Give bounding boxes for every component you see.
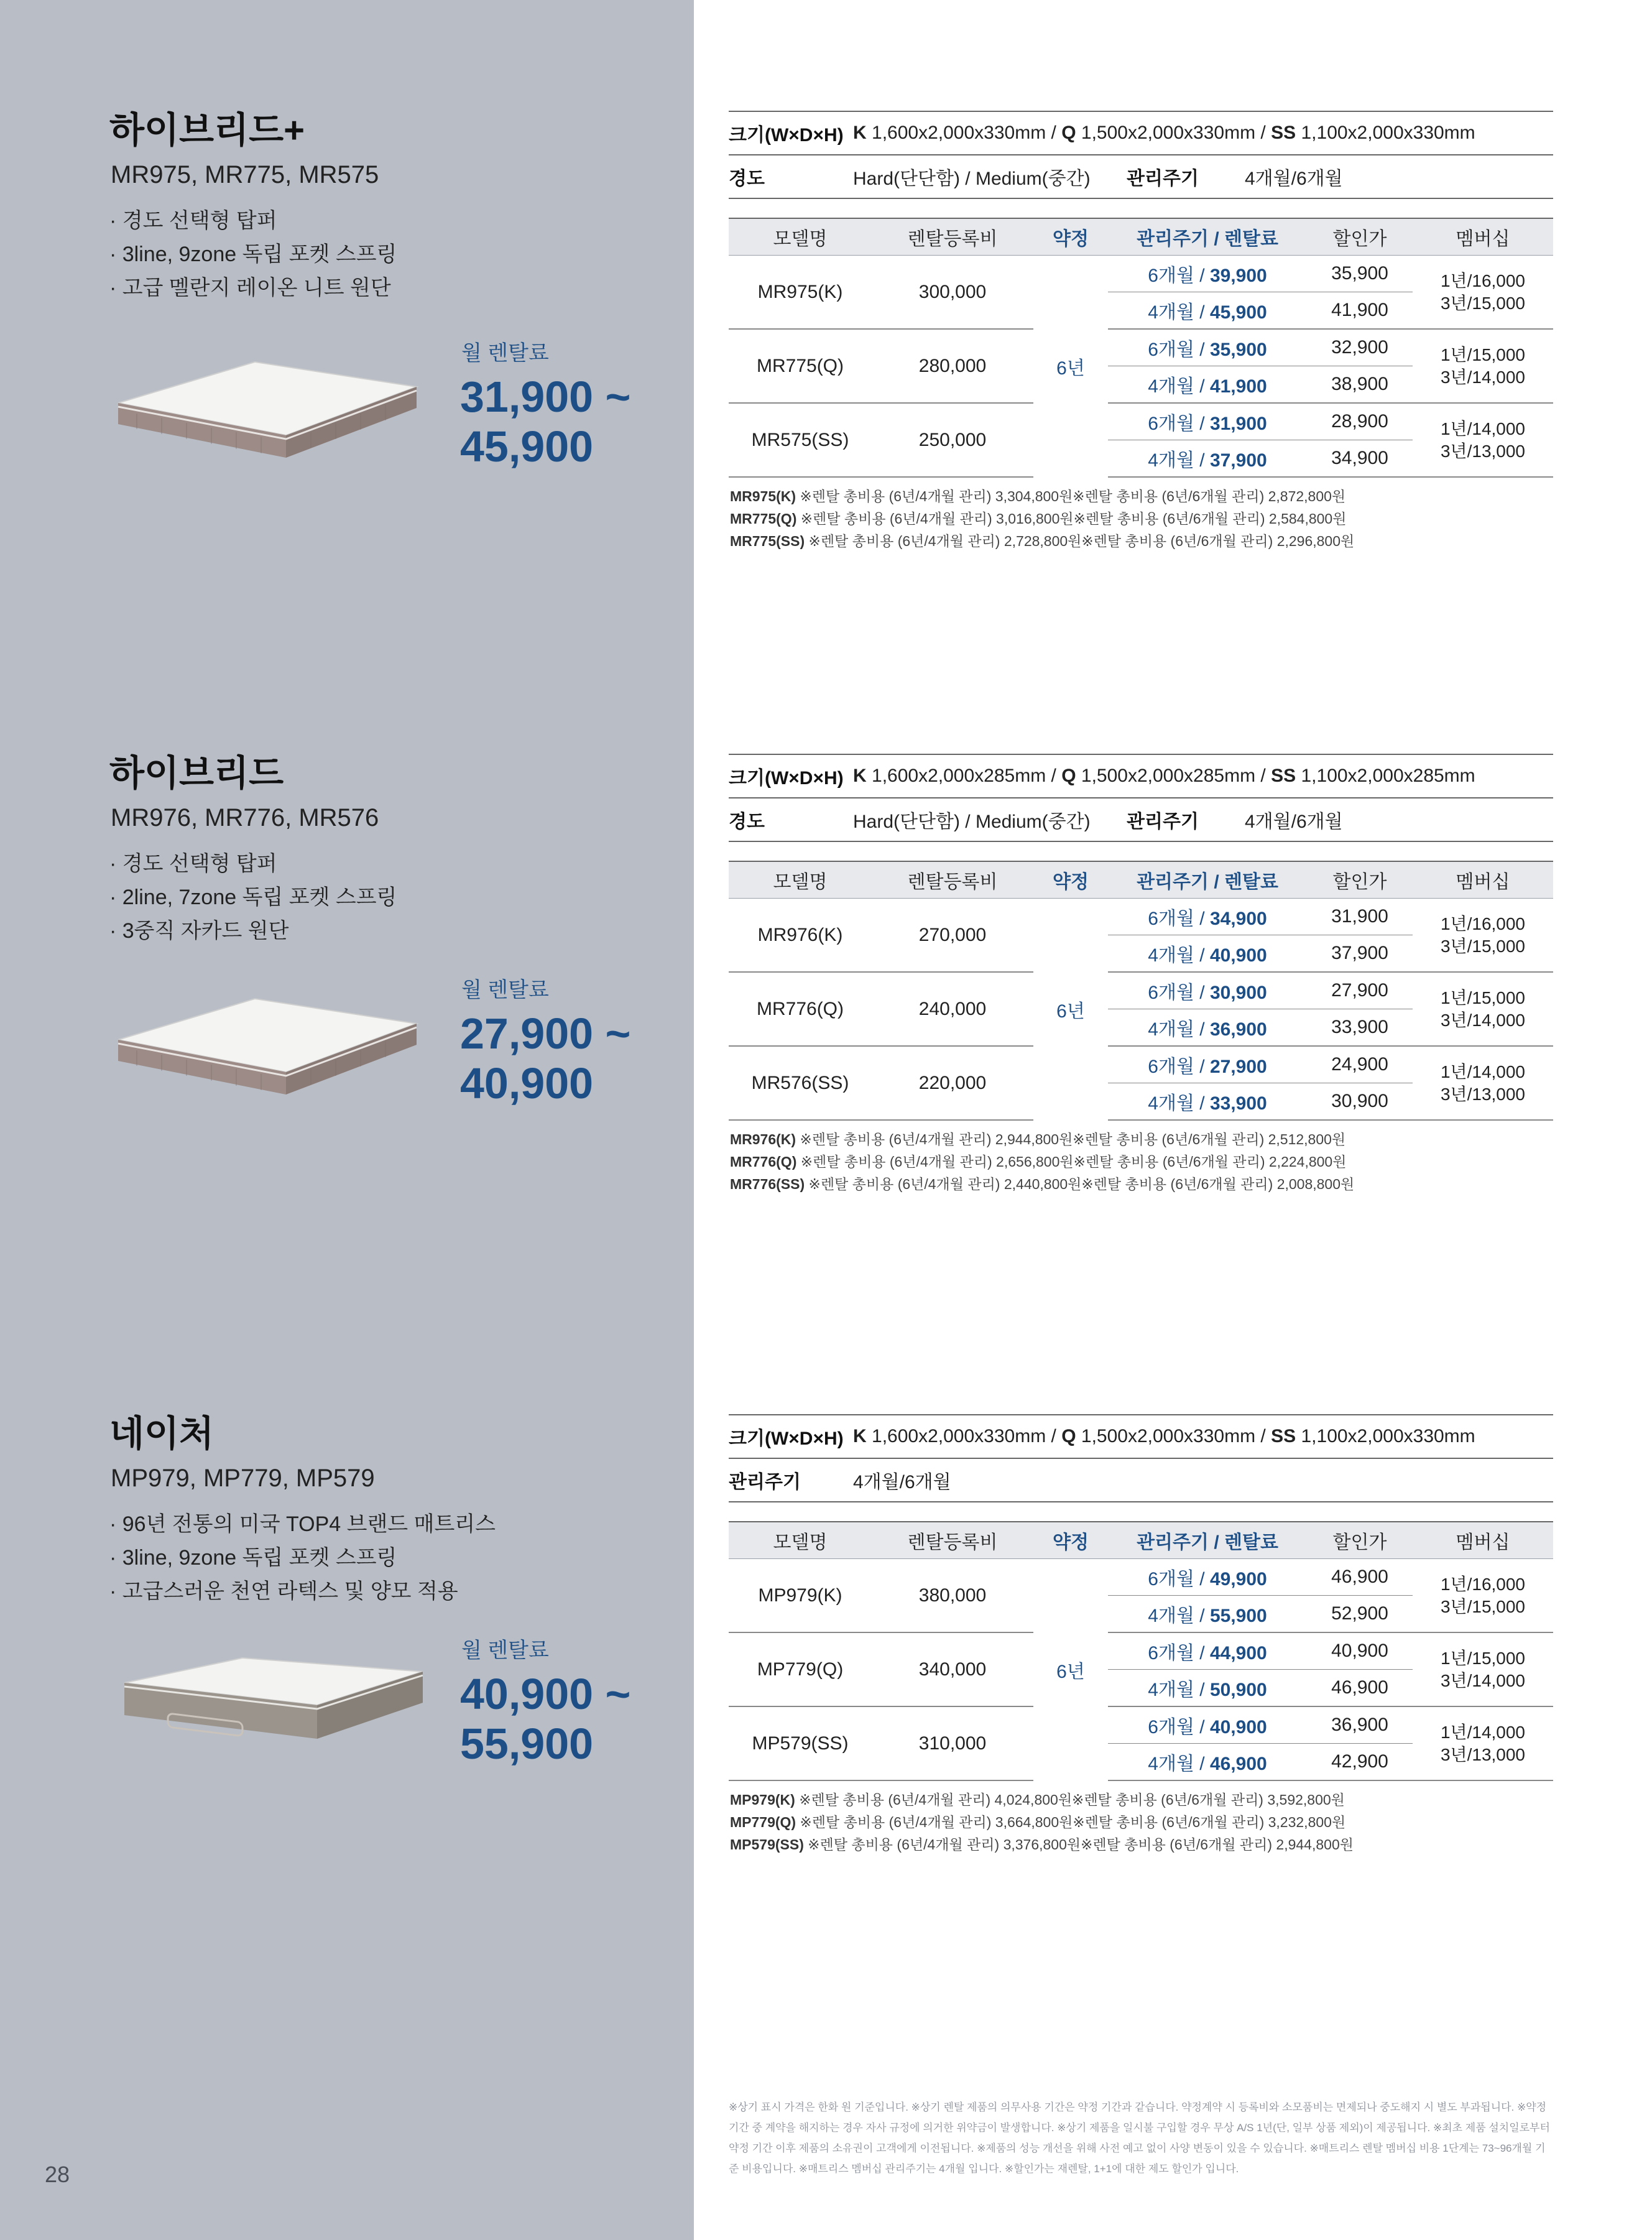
spec-cycle-row: [729, 1458, 1553, 1502]
table-row: [729, 256, 1553, 292]
header-discount: 할인가: [1307, 218, 1413, 256]
cycle-fee-cell: 4개월 / 37,900: [1108, 440, 1307, 478]
monthly-rental-label: 월 렌탈료: [461, 1639, 549, 1662]
feature-item: · 2line, 7zone 독립 포켓 스프링: [109, 886, 397, 909]
table-row: [729, 1632, 1553, 1670]
discount-cell: 33,900: [1307, 1009, 1413, 1047]
note-line: MR776(Q) ※렌탈 총비용 (6년/4개월 관리) 2,656,800원※렌탈 총비용 (6년/6개월 관리) 2,224,800원: [730, 1154, 1347, 1170]
cycle-fee-cell: 6개월 / 39,900: [1108, 256, 1307, 292]
discount-cell: 34,900: [1307, 440, 1413, 478]
mattress-image: [112, 1645, 435, 1764]
discount-cell: 30,900: [1307, 1083, 1413, 1121]
feature-list: [109, 204, 397, 305]
table-header-row: [729, 861, 1553, 899]
monthly-rental-label: 월 렌탈료: [461, 341, 549, 365]
model-cell: MR576(SS): [729, 1046, 872, 1120]
spec-size-row: [729, 754, 1553, 797]
header-model: 모델명: [729, 861, 872, 899]
cycle-fee-cell: 4개월 / 45,900: [1108, 292, 1307, 330]
membership-cell: 1년/16,000 3년/15,000: [1413, 256, 1553, 330]
membership-cell: 1년/15,000 3년/14,000: [1413, 1632, 1553, 1706]
price-to: 55,900: [460, 1719, 594, 1768]
table-header-row: [729, 218, 1553, 256]
spec-hardness-row: [729, 154, 1553, 199]
price-from: 31,900 ~: [460, 373, 631, 421]
spec-table: [729, 754, 1553, 842]
cycle-fee-cell: 4개월 / 55,900: [1108, 1596, 1307, 1633]
product-models: MP979, MP779, MP579: [111, 1465, 375, 1492]
spec-cycle-label: 관리주기: [1127, 812, 1199, 832]
term-cell: 6년: [1056, 1001, 1085, 1022]
feature-list: [109, 847, 397, 948]
rental-price-table: [729, 861, 1553, 1121]
product-section-hybrid-plus: [0, 106, 1652, 728]
discount-cell: 52,900: [1307, 1596, 1413, 1633]
header-membership: 멤버십: [1413, 1522, 1553, 1559]
header-discount: 할인가: [1307, 1522, 1413, 1559]
spec-hardness-label: 경도: [729, 812, 765, 832]
note-line: MR775(SS) ※렌탈 총비용 (6년/4개월 관리) 2,728,800원※렌탈 총비용 (6년/6개월 관리) 2,296,800원: [730, 533, 1355, 549]
monthly-rental-price: [460, 1009, 630, 1108]
feature-item: · 고급스러운 천연 라텍스 및 양모 적용: [109, 1580, 458, 1603]
model-cell: MR575(SS): [729, 403, 872, 477]
note-line: MP779(Q) ※렌탈 총비용 (6년/4개월 관리) 3,664,800원※렌탈 총비용 (6년/6개월 관리) 3,232,800원: [730, 1814, 1346, 1830]
table-row: [729, 329, 1553, 366]
table-row: [729, 972, 1553, 1009]
table-row: [729, 1046, 1553, 1083]
membership-cell: 1년/15,000 3년/14,000: [1413, 329, 1553, 403]
cycle-fee-cell: 4개월 / 33,900: [1108, 1083, 1307, 1121]
header-reg-fee: 렌탈등록비: [872, 218, 1033, 256]
discount-cell: 38,900: [1307, 366, 1413, 404]
price-to: 40,900: [460, 1059, 594, 1108]
mattress-image: [99, 985, 423, 1103]
product-title: 네이처: [109, 1414, 215, 1454]
feature-item: · 3line, 9zone 독립 포켓 스프링: [109, 1546, 397, 1570]
term-cell: 6년: [1056, 1662, 1085, 1682]
model-cell: MR975(K): [729, 256, 872, 330]
header-cycle-fee: 관리주기 / 렌탈료: [1108, 861, 1307, 899]
discount-cell: 46,900: [1307, 1670, 1413, 1707]
spec-size-label: 크기(W×D×H): [729, 1428, 844, 1449]
header-term: 약정: [1033, 1522, 1108, 1559]
cycle-fee-cell: 6개월 / 35,900: [1108, 329, 1307, 366]
table-row: [729, 1559, 1553, 1596]
monthly-rental-label: 월 렌탈료: [461, 978, 549, 1002]
product-models: MR975, MR775, MR575: [111, 161, 379, 188]
discount-cell: 36,900: [1307, 1706, 1413, 1744]
spec-cycle-label: 관리주기: [729, 1472, 801, 1493]
reg-fee-cell: 220,000: [872, 1046, 1033, 1120]
membership-cell: 1년/16,000 3년/15,000: [1413, 899, 1553, 973]
rental-total-notes: [730, 1128, 1354, 1195]
discount-cell: 27,900: [1307, 972, 1413, 1009]
discount-cell: 42,900: [1307, 1744, 1413, 1781]
cycle-fee-cell: 4개월 / 46,900: [1108, 1744, 1307, 1781]
header-term: 약정: [1033, 218, 1108, 256]
spec-table: [729, 1414, 1553, 1502]
feature-item: · 3중직 자카드 원단: [109, 919, 289, 943]
spec-table: [729, 111, 1553, 199]
membership-cell: 1년/15,000 3년/14,000: [1413, 972, 1553, 1046]
reg-fee-cell: 300,000: [872, 256, 1033, 330]
model-cell: MR775(Q): [729, 329, 872, 403]
header-model: 모델명: [729, 218, 872, 256]
note-line: MR975(K) ※렌탈 총비용 (6년/4개월 관리) 3,304,800원※렌탈 총비용 (6년/6개월 관리) 2,872,800원: [730, 488, 1346, 504]
cycle-fee-cell: 6개월 / 44,900: [1108, 1632, 1307, 1670]
note-line: MR776(SS) ※렌탈 총비용 (6년/4개월 관리) 2,440,800원※렌탈 총비용 (6년/6개월 관리) 2,008,800원: [730, 1176, 1355, 1192]
note-line: MR976(K) ※렌탈 총비용 (6년/4개월 관리) 2,944,800원※렌탈 총비용 (6년/6개월 관리) 2,512,800원: [730, 1131, 1346, 1147]
membership-cell: 1년/14,000 3년/13,000: [1413, 1046, 1553, 1120]
header-reg-fee: 렌탈등록비: [872, 861, 1033, 899]
cycle-fee-cell: 6개월 / 49,900: [1108, 1559, 1307, 1596]
membership-cell: 1년/14,000 3년/13,000: [1413, 403, 1553, 477]
spec-size-row: [729, 1414, 1553, 1458]
product-title: 하이브리드: [109, 753, 284, 794]
price-from: 27,900 ~: [460, 1009, 631, 1058]
model-cell: MR976(K): [729, 899, 872, 973]
note-line: MR775(Q) ※렌탈 총비용 (6년/4개월 관리) 3,016,800원※렌탈 총비용 (6년/6개월 관리) 2,584,800원: [730, 511, 1347, 527]
feature-item: · 고급 멜란지 레이온 니트 원단: [109, 276, 391, 300]
spec-cycle-value: 4개월/6개월: [1245, 169, 1343, 189]
model-cell: MR776(Q): [729, 972, 872, 1046]
discount-cell: 31,900: [1307, 899, 1413, 935]
spec-size-row: [729, 111, 1553, 154]
mattress-image: [99, 348, 423, 466]
spec-size-value: K 1,600x2,000x330mm / Q 1,500x2,000x330mm / SS 1,100x2,000x330mm: [853, 1426, 1475, 1446]
spec-hardness-value: Hard(단단함) / Medium(중간): [853, 812, 1091, 832]
table-row: [729, 899, 1553, 935]
monthly-rental-price: [460, 1669, 630, 1769]
reg-fee-cell: 280,000: [872, 329, 1033, 403]
header-cycle-fee: 관리주기 / 렌탈료: [1108, 1522, 1307, 1559]
discount-cell: 46,900: [1307, 1559, 1413, 1596]
reg-fee-cell: 380,000: [872, 1559, 1033, 1633]
header-model: 모델명: [729, 1522, 872, 1559]
rental-total-notes: [730, 1789, 1354, 1856]
cycle-fee-cell: 6개월 / 31,900: [1108, 403, 1307, 440]
feature-item: · 경도 선택형 탑퍼: [109, 209, 277, 233]
cycle-fee-cell: 6개월 / 27,900: [1108, 1046, 1307, 1083]
price-from: 40,900 ~: [460, 1670, 631, 1718]
spec-cycle-label: 관리주기: [1127, 169, 1199, 189]
rental-total-notes: [730, 485, 1354, 552]
spec-hardness-label: 경도: [729, 169, 765, 189]
cycle-fee-cell: 4개월 / 36,900: [1108, 1009, 1307, 1047]
cycle-fee-cell: 4개월 / 40,900: [1108, 935, 1307, 973]
product-section-hybrid: [0, 749, 1652, 1371]
feature-item: · 경도 선택형 탑퍼: [109, 852, 277, 876]
header-membership: 멤버십: [1413, 218, 1553, 256]
note-line: MP579(SS) ※렌탈 총비용 (6년/4개월 관리) 3,376,800원※렌탈 총비용 (6년/6개월 관리) 2,944,800원: [730, 1836, 1354, 1853]
cycle-fee-cell: 4개월 / 41,900: [1108, 366, 1307, 404]
spec-size-label: 크기(W×D×H): [729, 125, 844, 146]
spec-size-value: K 1,600x2,000x330mm / Q 1,500x2,000x330mm / SS 1,100x2,000x330mm: [853, 123, 1475, 143]
page-number: 28: [45, 2162, 70, 2187]
product-title: 하이브리드+: [109, 110, 305, 150]
header-discount: 할인가: [1307, 861, 1413, 899]
model-cell: MP579(SS): [729, 1706, 872, 1780]
model-cell: MP779(Q): [729, 1632, 872, 1706]
cycle-fee-cell: 6개월 / 34,900: [1108, 899, 1307, 935]
spec-hardness-value: Hard(단단함) / Medium(중간): [853, 169, 1091, 189]
spec-hardness-row: [729, 797, 1553, 842]
footer-disclaimer: ※상기 표시 가격은 한화 원 기준입니다. ※상기 렌탈 제품의 의무사용 기간은 약정 기간과 같습니다. 약정계약 시 등록비와 소모품비는 면제되나 중도해지 시 별도 부과됩니다. ※약정 기간 중 계약을 해지하는 경우 자사 규정에 의거한 위약금이 발생합니다. ※상기 제품을 일시불 구입할 경우 무상 A/S 1년(단, 일부 상품 제외)이 제공됩니다. ※최초 제품 설치일로부터 약정 기간 이후 제품의 소유권이 고객에게 이전됩니다. ※제품의 성능 개선을 위해 사전 예고 없이 사양 변동이 있을 수 있습니다. ※매트리스 렌탈 멤버십 비용 1단계는 73~96개월 기준 비용입니다. ※매트리스 멤버십 관리주기는 4개월 입니다. ※할인가는 재렌탈, 1+1에 대한 제도 할인가 입니다.: [729, 2101, 1550, 2175]
cycle-fee-cell: 6개월 / 40,900: [1108, 1706, 1307, 1744]
spec-cycle-value: 4개월/6개월: [1245, 812, 1343, 832]
rental-price-table: [729, 1521, 1553, 1781]
discount-cell: 24,900: [1307, 1046, 1413, 1083]
monthly-rental-price: [460, 372, 630, 471]
discount-cell: 40,900: [1307, 1632, 1413, 1670]
discount-cell: 37,900: [1307, 935, 1413, 973]
spec-cycle-value: 4개월/6개월: [853, 1472, 951, 1493]
header-term: 약정: [1033, 861, 1108, 899]
header-reg-fee: 렌탈등록비: [872, 1522, 1033, 1559]
membership-cell: 1년/16,000 3년/15,000: [1413, 1559, 1553, 1633]
cycle-fee-cell: 4개월 / 50,900: [1108, 1670, 1307, 1707]
header-cycle-fee: 관리주기 / 렌탈료: [1108, 218, 1307, 256]
note-line: MP979(K) ※렌탈 총비용 (6년/4개월 관리) 4,024,800원※렌탈 총비용 (6년/6개월 관리) 3,592,800원: [730, 1792, 1345, 1808]
spec-size-label: 크기(W×D×H): [729, 768, 844, 789]
discount-cell: 35,900: [1307, 256, 1413, 292]
cycle-fee-cell: 6개월 / 30,900: [1108, 972, 1307, 1009]
reg-fee-cell: 340,000: [872, 1632, 1033, 1706]
membership-cell: 1년/14,000 3년/13,000: [1413, 1706, 1553, 1780]
reg-fee-cell: 250,000: [872, 403, 1033, 477]
table-row: [729, 1706, 1553, 1744]
feature-item: · 3line, 9zone 독립 포켓 스프링: [109, 243, 397, 266]
table-row: [729, 403, 1553, 440]
product-models: MR976, MR776, MR576: [111, 804, 379, 831]
feature-list: [109, 1507, 496, 1608]
model-cell: MP979(K): [729, 1559, 872, 1633]
discount-cell: 32,900: [1307, 329, 1413, 366]
reg-fee-cell: 270,000: [872, 899, 1033, 973]
reg-fee-cell: 310,000: [872, 1706, 1033, 1780]
discount-cell: 41,900: [1307, 292, 1413, 330]
spec-size-value: K 1,600x2,000x285mm / Q 1,500x2,000x285mm / SS 1,100x2,000x285mm: [853, 766, 1475, 786]
price-to: 45,900: [460, 422, 594, 471]
discount-cell: 28,900: [1307, 403, 1413, 440]
rental-price-table: [729, 218, 1553, 478]
product-section-nature: [0, 1409, 1652, 2031]
term-cell: 6년: [1056, 358, 1085, 379]
feature-item: · 96년 전통의 미국 TOP4 브랜드 매트리스: [109, 1512, 496, 1536]
reg-fee-cell: 240,000: [872, 972, 1033, 1046]
table-header-row: [729, 1522, 1553, 1559]
header-membership: 멤버십: [1413, 861, 1553, 899]
